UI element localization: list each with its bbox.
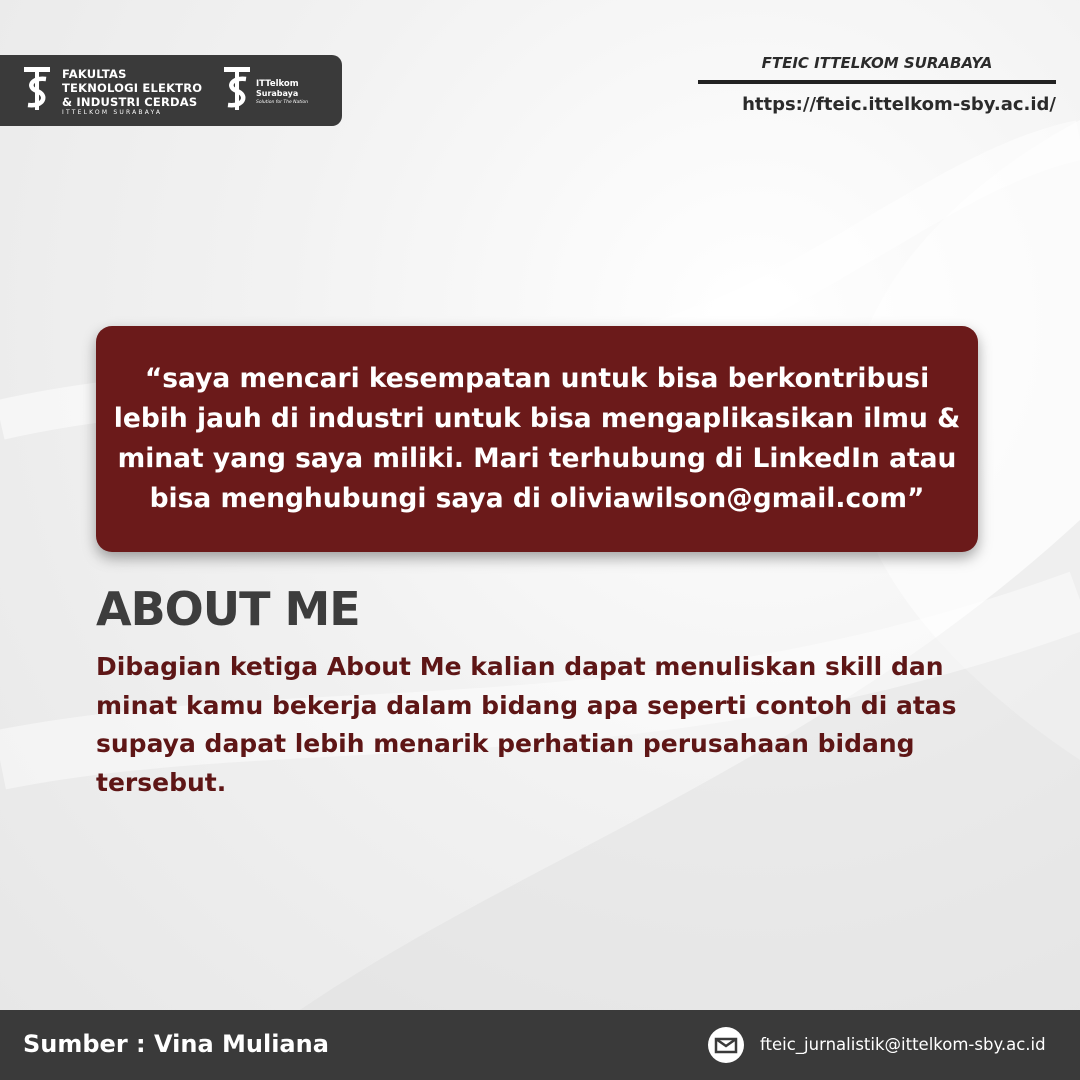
mail-icon: [708, 1027, 744, 1063]
logo2-tagline: Solution for The Nation: [256, 100, 308, 105]
logo-line3: & INDUSTRI CERDAS: [62, 95, 198, 109]
logo-line2: TEKNOLOGI ELEKTRO: [62, 81, 203, 95]
contact-email: fteic_jurnalistik@ittelkom-sby.ac.id: [760, 1035, 1046, 1054]
section-body: Dibagian ketiga About Me kalian dapat menuliskan skill dan minat kamu bekerja dalam bidang apa seperti contoh di atas supaya dapat lebih menarik perhatian perusahaan bidang tersebut.: [96, 652, 957, 797]
website-url: https://fteic.ittelkom-sby.ac.id/: [742, 94, 1056, 115]
source-credit: Sumber : Vina Muliana: [23, 1030, 329, 1058]
brand-block: [698, 54, 1056, 115]
quote-box: [96, 326, 978, 552]
logo2-line1: ITTelkom: [256, 79, 299, 89]
logo-line1: FAKULTAS: [62, 67, 127, 81]
brand-name: FTEIC ITTELKOM SURABAYA: [761, 54, 993, 72]
section-title: ABOUT ME: [96, 582, 360, 636]
logo-line4: ITTELKOM SURABAYA: [62, 109, 163, 116]
quote-text: “saya mencari kesempatan untuk bisa berkontribusi lebih jauh di industri untuk bisa mengaplikasikan ilmu & minat yang saya miliki. Mari terhubung di LinkedIn atau bisa menghubungi saya di oliviawilson@gmail.com”: [113, 363, 961, 514]
fteic-logo-icon: [22, 65, 52, 115]
footer-bar: [0, 1010, 1080, 1080]
logo2-line2: Surabaya: [256, 89, 299, 98]
ittelkom-logo-text: [256, 79, 308, 106]
fteic-logo-text: [62, 67, 202, 117]
ittelkom-logo-icon: [222, 65, 252, 115]
logo-bar: [0, 55, 342, 126]
